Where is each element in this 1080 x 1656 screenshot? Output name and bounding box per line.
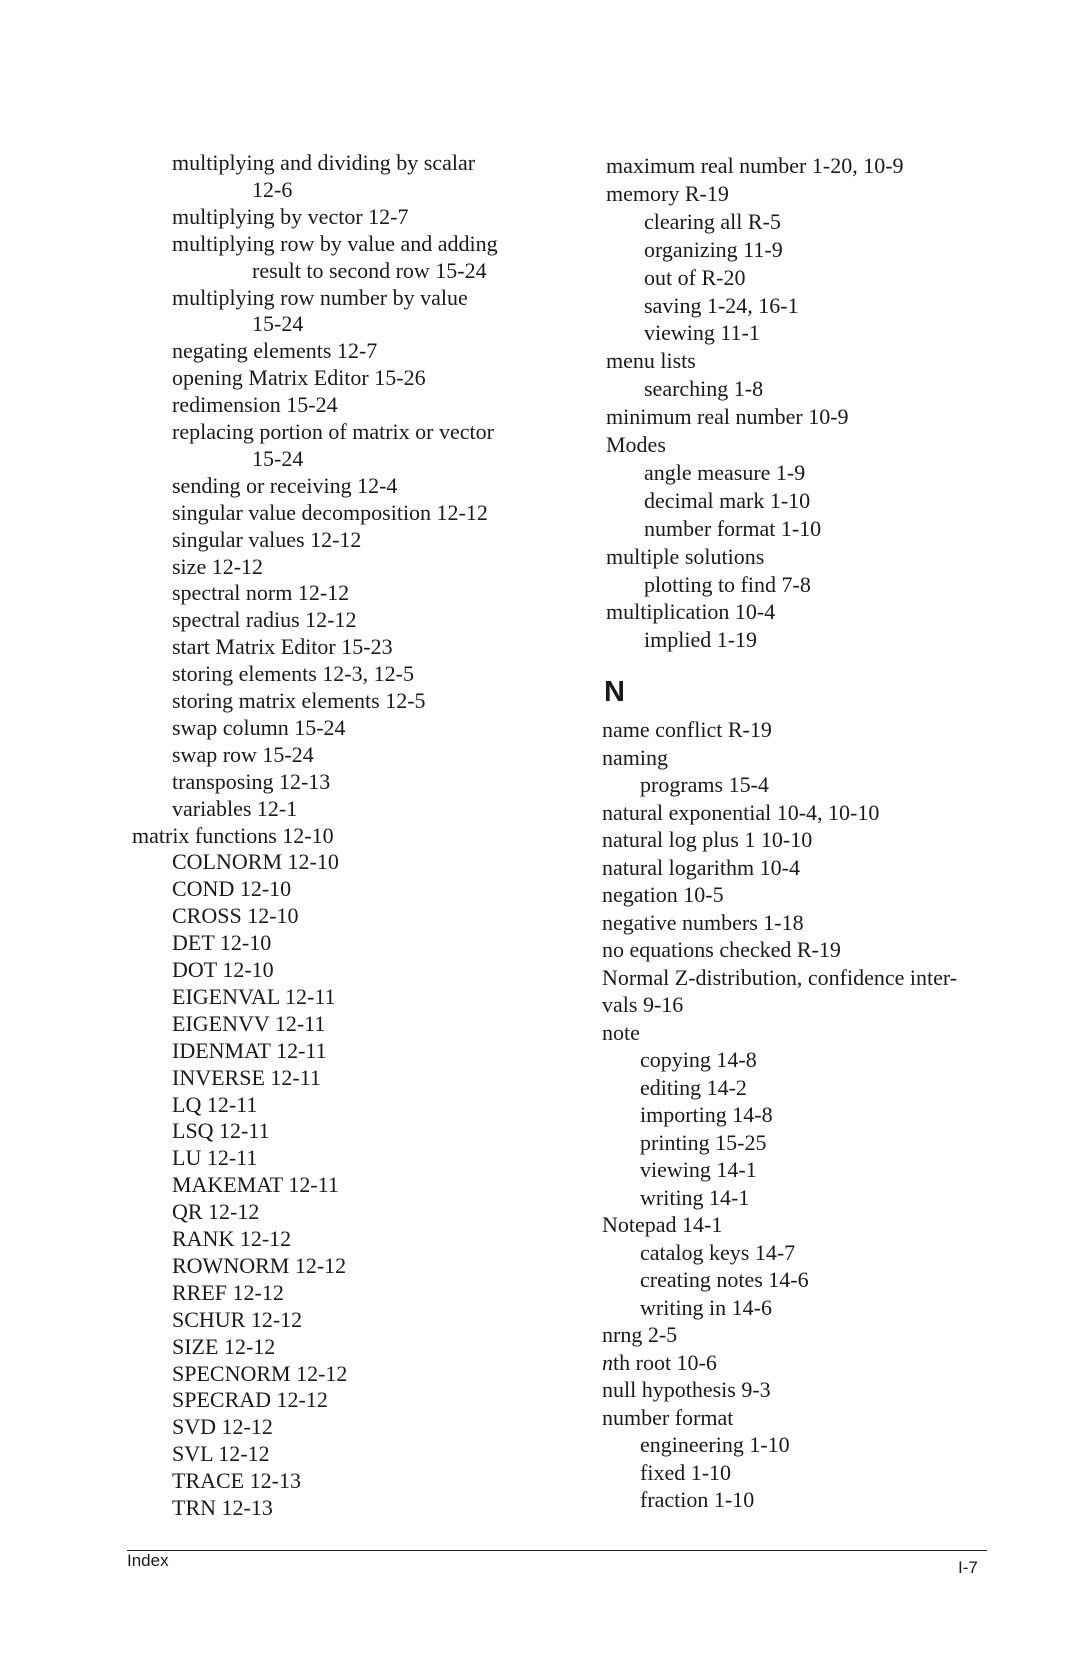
- index-subentry: EIGENVAL 12-11: [172, 983, 336, 1009]
- index-subentry: engineering 1-10: [640, 1432, 790, 1457]
- index-subentry: CROSS 12-10: [172, 903, 299, 929]
- index-subentry: SPECRAD 12-12: [172, 1387, 328, 1413]
- index-subentry: redimension 15-24: [172, 392, 338, 418]
- index-subentry: IDENMAT 12-11: [172, 1037, 327, 1063]
- entry-text: th root 10-6: [613, 1349, 717, 1375]
- index-entry: menu lists: [606, 348, 696, 374]
- index-entry: Normal Z-distribution, confidence inter-: [602, 964, 958, 990]
- index-entry: note: [602, 1019, 640, 1045]
- index-subentry: DOT 12-10: [172, 957, 274, 982]
- index-subentry: organizing 11-9: [644, 236, 783, 262]
- index-subentry: multiplying row number by value: [172, 284, 468, 310]
- index-subentry: storing matrix elements 12-5: [172, 688, 426, 713]
- index-subentry: SCHUR 12-12: [172, 1306, 303, 1332]
- index-subentry: LU 12-11: [172, 1145, 258, 1171]
- index-entry: naming: [602, 744, 668, 770]
- index-subentry: variables 12-1: [172, 795, 298, 821]
- index-subentry: RANK 12-12: [172, 1226, 292, 1251]
- index-subentry: importing 14-8: [640, 1102, 773, 1127]
- index-entry-continuation: result to second row 15-24: [252, 257, 487, 283]
- index-entry: matrix functions 12-10: [132, 822, 334, 848]
- index-entry: negation 10-5: [602, 882, 724, 907]
- index-subentry: TRACE 12-13: [172, 1468, 301, 1494]
- index-entry: natural logarithm 10-4: [602, 854, 800, 880]
- index-entry: name conflict R-19: [602, 717, 772, 742]
- index-subentry: creating notes 14-6: [640, 1267, 809, 1292]
- index-subentry: editing 14-2: [640, 1074, 747, 1100]
- index-entry: memory R-19: [606, 180, 729, 206]
- index-entry: natural log plus 1 10-10: [602, 827, 813, 852]
- index-entry: multiple solutions: [606, 543, 765, 569]
- index-entry: null hypothesis 9-3: [602, 1377, 771, 1402]
- index-subentry: catalog keys 14-7: [640, 1239, 796, 1265]
- index-entry: no equations checked R-19: [602, 937, 841, 962]
- index-subentry: sending or receiving 12-4: [172, 472, 398, 498]
- index-subentry: printing 15-25: [640, 1129, 767, 1155]
- index-subentry: ROWNORM 12-12: [172, 1252, 347, 1278]
- footer-rule: [127, 1550, 987, 1551]
- index-subentry: SVD 12-12: [172, 1414, 273, 1440]
- index-entry: negative numbers 1-18: [602, 909, 804, 935]
- index-entry-continuation: 12-6: [252, 176, 293, 202]
- index-entry: vals 9-16: [602, 992, 684, 1017]
- index-subentry: out of R-20: [644, 264, 746, 290]
- index-entry: nrng 2-5: [602, 1322, 678, 1347]
- index-subentry: multiplying and dividing by scalar: [172, 150, 476, 175]
- index-subentry: spectral radius 12-12: [172, 607, 357, 633]
- index-entry-continuation: 15-24: [252, 311, 304, 337]
- index-subentry: LSQ 12-11: [172, 1118, 270, 1144]
- index-subentry: spectral norm 12-12: [172, 580, 350, 606]
- index-subentry: fixed 1-10: [640, 1459, 732, 1485]
- index-subentry: multiplying row by value and adding: [172, 230, 498, 256]
- index-subentry: COND 12-10: [172, 876, 292, 902]
- index-subentry: storing elements 12-3, 12-5: [172, 661, 414, 687]
- index-entry: Notepad 14-1: [602, 1212, 723, 1237]
- index-subentry: RREF 12-12: [172, 1279, 284, 1305]
- index-subentry: writing in 14-6: [640, 1294, 772, 1320]
- index-subentry: LQ 12-11: [172, 1091, 258, 1117]
- index-subentry: multiplying by vector 12-7: [172, 203, 409, 229]
- index-subentry: opening Matrix Editor 15-26: [172, 365, 426, 391]
- index-entry: Modes: [606, 432, 666, 457]
- index-subentry: transposing 12-13: [172, 768, 331, 794]
- index-subentry: singular value decomposition 12-12: [172, 499, 488, 525]
- index-subentry: number format 1-10: [644, 515, 822, 541]
- index-entry: minimum real number 10-9: [606, 404, 849, 430]
- section-heading-n: N: [604, 676, 625, 708]
- index-subentry: start Matrix Editor 15-23: [172, 634, 393, 660]
- index-entry: natural exponential 10-4, 10-10: [602, 799, 880, 825]
- index-entry-continuation: 15-24: [252, 445, 304, 471]
- index-subentry: writing 14-1: [640, 1184, 750, 1210]
- index-subentry: copying 14-8: [640, 1047, 757, 1072]
- index-subentry: INVERSE 12-11: [172, 1064, 321, 1090]
- footer-section-label: Index: [127, 1551, 169, 1570]
- index-subentry: SVL 12-12: [172, 1441, 270, 1467]
- index-subentry: singular values 12-12: [172, 526, 362, 552]
- index-subentry: swap row 15-24: [172, 741, 314, 767]
- index-subentry: clearing all R-5: [644, 208, 781, 234]
- index-subentry: negating elements 12-7: [172, 338, 378, 364]
- index-subentry: programs 15-4: [640, 772, 769, 797]
- index-subentry: implied 1-19: [644, 627, 758, 653]
- index-subentry: SPECNORM 12-12: [172, 1360, 348, 1386]
- index-subentry: plotting to find 7-8: [644, 571, 811, 597]
- index-subentry: viewing 14-1: [640, 1157, 757, 1182]
- index-subentry: EIGENVV 12-11: [172, 1010, 326, 1036]
- index-subentry: swap column 15-24: [172, 714, 346, 740]
- index-subentry: QR 12-12: [172, 1199, 260, 1225]
- index-subentry: saving 1-24, 16-1: [644, 292, 799, 318]
- index-entry: maximum real number 1-20, 10-9: [606, 153, 904, 178]
- index-subentry: SIZE 12-12: [172, 1333, 276, 1359]
- index-entry: [602, 1350, 717, 1376]
- index-entry: number format: [602, 1404, 734, 1430]
- index-subentry: MAKEMAT 12-11: [172, 1172, 339, 1198]
- index-subentry: angle measure 1-9: [644, 459, 806, 485]
- index-entry: multiplication 10-4: [606, 599, 776, 625]
- index-subentry: viewing 11-1: [644, 320, 760, 346]
- index-subentry: size 12-12: [172, 553, 264, 579]
- index-subentry: fraction 1-10: [640, 1487, 755, 1512]
- index-subentry: searching 1-8: [644, 376, 764, 402]
- index-subentry: TRN 12-13: [172, 1495, 273, 1520]
- page-number: I-7: [958, 1558, 978, 1577]
- index-subentry: DET 12-10: [172, 930, 272, 956]
- index-subentry: COLNORM 12-10: [172, 849, 339, 875]
- italic-prefix: n: [602, 1349, 613, 1375]
- index-subentry: decimal mark 1-10: [644, 487, 811, 513]
- index-subentry: replacing portion of matrix or vector: [172, 419, 494, 444]
